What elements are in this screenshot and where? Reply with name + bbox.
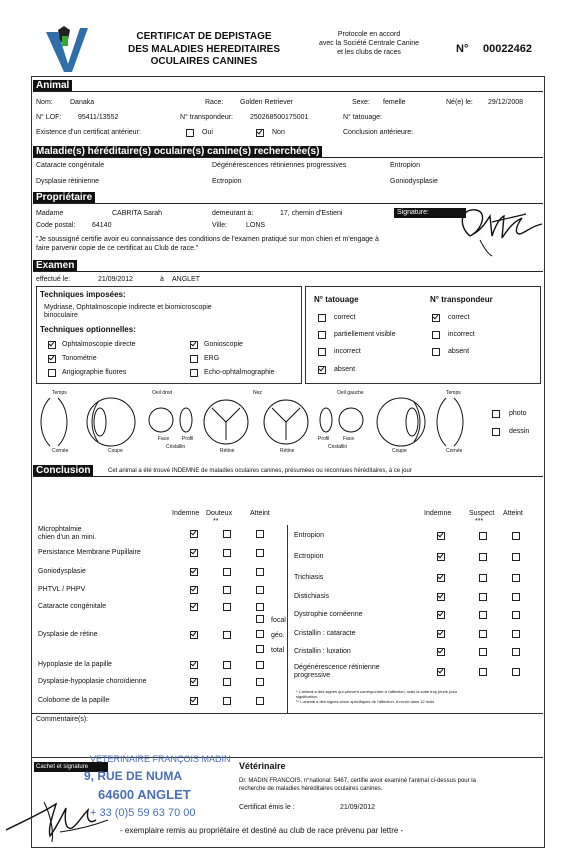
- footer-note: - exemplaire remis au propriétaire et destiné au club de race prévenu par lettre -: [120, 826, 404, 835]
- left-disease-checkbox[interactable]: [190, 530, 198, 538]
- animal-race: Golden Retriever: [240, 99, 293, 106]
- diag-top: Oeil droit: [152, 390, 173, 396]
- prior-conclusion-label: Conclusion antérieure:: [343, 129, 414, 136]
- transp-correct-checkbox[interactable]: [432, 314, 440, 322]
- left-disease-checkbox[interactable]: [190, 697, 198, 705]
- disease-item: Entropion: [390, 162, 420, 169]
- transp-opt: incorrect: [448, 331, 475, 338]
- left-disease-checkbox[interactable]: [223, 530, 231, 538]
- photo-checkbox[interactable]: [492, 410, 500, 418]
- right-disease-checkbox[interactable]: [512, 611, 520, 619]
- stamp-line4: + 33 (0)5 59 63 70 00: [90, 807, 196, 819]
- right-header: Suspect: [469, 510, 495, 517]
- vet-title: Vétérinaire: [239, 761, 286, 771]
- left-disease-label: Dysplasie de rétine: [38, 631, 98, 638]
- vet-signature: [4, 784, 114, 846]
- diag-bottom: Cornée: [52, 448, 69, 454]
- animal-born: 29/12/2008: [488, 99, 524, 106]
- right-disease-label: Entropion: [294, 532, 324, 539]
- left-disease-checkbox[interactable]: [256, 549, 264, 557]
- left-disease-checkbox[interactable]: [223, 697, 231, 705]
- left-disease-checkbox[interactable]: [190, 568, 198, 576]
- left-disease-checkbox[interactable]: [223, 586, 231, 594]
- left-disease-label: Cataracte congénitale: [38, 603, 107, 610]
- right-disease-checkbox[interactable]: [479, 553, 487, 561]
- section-diseases-label: Maladie(s) héréditaire(s) oculaire(s) canine(s) recherchée(s): [33, 146, 322, 157]
- opt-label: Angiographie fluores: [62, 369, 127, 376]
- right-disease-checkbox[interactable]: [512, 648, 520, 656]
- right-disease-label: Dystrophie cornéenne: [294, 611, 363, 618]
- left-header: Atteint: [250, 510, 270, 517]
- imposed-text-line1: Mydriase, Ophtalmoscopie indirecte et biomicroscopie: [44, 304, 212, 311]
- opt-echo-checkbox[interactable]: [190, 369, 198, 377]
- left-disease-label: PHTVL / PHPV: [38, 586, 86, 593]
- conclusion-note1b: signification.: [296, 694, 319, 699]
- opt-angiographie-checkbox[interactable]: [48, 369, 56, 377]
- right-header: Indemne: [424, 510, 452, 517]
- diag-bottom: Profil: [182, 436, 194, 442]
- diag-bottom: Rétine: [280, 448, 295, 454]
- prior-oui-label: Oui: [202, 129, 213, 136]
- exam-date: 21/09/2012: [98, 276, 134, 283]
- right-disease-checkbox[interactable]: [479, 668, 487, 676]
- name-label: Nom:: [36, 99, 53, 106]
- born-label: Né(e) le:: [446, 99, 473, 106]
- right-disease-checkbox[interactable]: [479, 648, 487, 656]
- right-disease-checkbox[interactable]: [512, 553, 520, 561]
- prior-non-label: Non: [272, 129, 285, 136]
- left-disease-checkbox[interactable]: [223, 568, 231, 576]
- opt-label: Gonioscopie: [204, 341, 243, 348]
- right-disease-checkbox[interactable]: [512, 532, 520, 540]
- prior-cert-label: Existence d'un certificat antérieur:: [36, 129, 141, 136]
- right-disease-checkbox[interactable]: [437, 553, 445, 561]
- left-header: Indemne: [172, 510, 200, 517]
- protocol-line2: avec la Société Centrale Canine: [318, 40, 419, 47]
- diag-bottom: Cristallin: [166, 444, 186, 450]
- right-disease-checkbox[interactable]: [437, 593, 445, 601]
- dessin-checkbox[interactable]: [492, 428, 500, 436]
- diag-bottom: Profil: [318, 436, 330, 442]
- issued-label: Certificat émis le :: [239, 804, 295, 811]
- protocol-line3: et les clubs de races: [337, 49, 401, 56]
- opt-gonioscopie-checkbox[interactable]: [190, 341, 198, 349]
- comments-divider: [31, 713, 543, 714]
- right-disease-checkbox[interactable]: [479, 574, 487, 582]
- opt-erg-checkbox[interactable]: [190, 355, 198, 363]
- exam-at: à: [160, 276, 164, 283]
- tattoo-opt: incorrect: [334, 348, 361, 355]
- tattoo-incorrect-checkbox[interactable]: [318, 348, 326, 356]
- right-disease-checkbox[interactable]: [437, 532, 445, 540]
- section-animal: [33, 80, 543, 92]
- right-disease-checkbox[interactable]: [437, 574, 445, 582]
- tattoo-correct-checkbox[interactable]: [318, 314, 326, 322]
- left-disease-checkbox[interactable]: [256, 568, 264, 576]
- stamp-line3: 64600 ANGLET: [98, 787, 191, 802]
- left-disease-checkbox[interactable]: [190, 549, 198, 557]
- conclusion-note2: ** L'animal a des signes sinon spécifiques de l'affection. A revoir dans 12 mois: [296, 699, 435, 704]
- tattoo-opt: absent: [334, 366, 356, 373]
- disease-item: Dysplasie rétinienne: [36, 178, 100, 185]
- transp-absent-checkbox[interactable]: [432, 348, 440, 356]
- protocol-line1: Protocole en accord: [337, 31, 401, 38]
- title-line3: OCULAIRES CANINES: [150, 56, 258, 67]
- stamp-label: Cachet et signature: [34, 762, 108, 772]
- right-disease-checkbox[interactable]: [479, 611, 487, 619]
- left-disease-label: Microphtalmie: [38, 526, 82, 533]
- left-stars: **: [213, 518, 219, 525]
- exam-place: ANGLET: [172, 276, 201, 283]
- left-disease-checkbox[interactable]: [223, 603, 231, 611]
- section-owner-label: Propriétaire: [33, 192, 95, 203]
- left-disease-checkbox[interactable]: [190, 631, 198, 639]
- left-disease-checkbox[interactable]: [256, 603, 264, 611]
- opt-label: ERG: [204, 355, 220, 362]
- owner-statement-line1: "Je soussigné certifie avoir eu connaissance des conditions de l'examen pratiqué sur mon chien et m'engage à: [36, 236, 379, 243]
- left-disease-label: Hypoplasie de la papille: [38, 661, 112, 668]
- tattoo-partial-checkbox[interactable]: [318, 331, 326, 339]
- transp-opt: absent: [448, 348, 470, 355]
- conclusion-sentence: Cet animal a été trouvé INDEMNE de maladies oculaires canines, présumées ou reconnues héréditaires, à ce jour: [108, 468, 412, 474]
- left-header: Douteux: [206, 510, 233, 517]
- title-line2: DES MALADIES HEREDITAIRES: [127, 44, 281, 55]
- disease-item: Ectropion: [212, 178, 242, 185]
- imposed-text-line2: binoculaire: [44, 312, 78, 319]
- eye-diagram: [36, 390, 476, 456]
- right-disease-label: Distichiasis: [294, 593, 330, 600]
- residing-label: demeurant à:: [212, 210, 254, 217]
- right-disease-checkbox[interactable]: [437, 611, 445, 619]
- section-exam: [33, 260, 543, 272]
- photo-label: photo: [509, 410, 527, 417]
- right-disease-label: Cristallin : cataracte: [294, 630, 356, 637]
- owner-civility: Madame: [36, 210, 64, 217]
- left-disease-label: Colobome de la papille: [38, 697, 110, 704]
- stamp-line2: 9, RUE DE NUMA: [84, 769, 183, 783]
- tattoo-opt: partiellement visible: [334, 331, 396, 338]
- right-header: Atteint: [503, 510, 523, 517]
- signature-label: Signature:: [394, 208, 466, 218]
- right-disease-label: Dégénérescence rétinienne progressive: [294, 664, 380, 679]
- diag-bottom: Face: [343, 436, 355, 442]
- race-label: Race:: [205, 99, 224, 106]
- left-disease-checkbox[interactable]: [256, 661, 264, 669]
- section-exam-label: Examen: [33, 260, 77, 271]
- transp-opt: correct: [448, 314, 470, 321]
- left-disease-label: Persistance Membrane Pupillaire: [38, 549, 141, 556]
- right-disease-label: Cristallin : luxation: [294, 648, 351, 655]
- animal-transponder: 250268500175001: [250, 114, 309, 121]
- diag-bottom: Rétine: [220, 448, 235, 454]
- dysplasia-opt: géo.: [271, 632, 285, 639]
- diag-bottom: Cristallin: [328, 444, 348, 450]
- sex-label: Sexe:: [352, 99, 370, 106]
- right-disease-checkbox[interactable]: [437, 668, 445, 676]
- left-disease-checkbox[interactable]: [223, 661, 231, 669]
- postal-label: Code postal:: [36, 222, 76, 229]
- left-disease-sublabel: chien d'un an mini.: [38, 534, 97, 541]
- exam-done-label: effectué le:: [36, 276, 71, 283]
- diag-top: Nez: [253, 390, 262, 396]
- diag-bottom: Coupe: [392, 448, 407, 454]
- left-disease-checkbox[interactable]: [256, 678, 264, 686]
- owner-statement-line2: faire parvenir copie de ce certificat au Club de race.": [36, 245, 199, 252]
- left-disease-checkbox[interactable]: [190, 603, 198, 611]
- animal-name: Danaka: [70, 99, 95, 106]
- diag-top: Temps: [52, 390, 67, 396]
- issued-date: 21/09/2012: [340, 804, 376, 811]
- animal-lof: 95411/13552: [78, 114, 119, 121]
- dysplasia-type-checkbox[interactable]: [256, 630, 264, 638]
- diag-bottom: Coupe: [108, 448, 123, 454]
- left-disease-label: Dysplasie-hypoplasie choroïdienne: [38, 678, 147, 685]
- disease-item: Goniodysplasie: [390, 178, 438, 185]
- right-disease-checkbox[interactable]: [437, 648, 445, 656]
- conclusion-note1: * L'animal a des signes qui peuvent correspondre à l'affection, mais la suite trop jeune pour: [296, 689, 458, 694]
- opt-label: Echo-ophtalmographie: [204, 369, 275, 376]
- right-disease-checkbox[interactable]: [479, 532, 487, 540]
- opt-tonometrie-checkbox[interactable]: [48, 355, 56, 363]
- right-stars: ***: [475, 518, 484, 525]
- opt-label: Tonométrie: [62, 355, 97, 362]
- diag-bottom: Face: [158, 436, 170, 442]
- vet-line2: recherche de maladies héréditaires oculaires canines.: [239, 786, 383, 792]
- prior-oui-checkbox[interactable]: [186, 129, 194, 137]
- right-disease-checkbox[interactable]: [512, 574, 520, 582]
- owner-city: LONS: [246, 222, 266, 229]
- left-disease-checkbox[interactable]: [256, 697, 264, 705]
- prior-non-checkbox[interactable]: [256, 129, 264, 137]
- comments-label: Commentaire(s):: [36, 716, 89, 723]
- right-disease-checkbox[interactable]: [479, 630, 487, 638]
- tattoo-absent-checkbox[interactable]: [318, 366, 326, 374]
- owner-name: CABRITA Sarah: [112, 210, 163, 217]
- left-disease-checkbox[interactable]: [190, 661, 198, 669]
- right-disease-label: Ectropion: [294, 553, 324, 560]
- diag-top: Temps: [446, 390, 461, 396]
- opt-label: Ophtalmoscopie directe: [62, 341, 136, 348]
- transp-title: N° transpondeur: [430, 295, 493, 304]
- right-disease-checkbox[interactable]: [479, 593, 487, 601]
- left-disease-label: Goniodysplasie: [38, 568, 86, 575]
- transp-incorrect-checkbox[interactable]: [432, 331, 440, 339]
- imposed-title: Techniques imposées:: [40, 290, 126, 299]
- number-label: N°: [456, 43, 469, 55]
- right-disease-checkbox[interactable]: [437, 630, 445, 638]
- title-line1: CERTIFICAT DE DEPISTAGE: [136, 31, 272, 42]
- city-label: Ville:: [212, 222, 228, 229]
- owner-postal: 64140: [92, 222, 112, 229]
- disease-item: Cataracte congénitale: [36, 162, 105, 169]
- right-disease-label: Trichiasis: [294, 574, 324, 581]
- section-animal-label: Animal: [33, 80, 72, 91]
- animal-sex: femelle: [383, 99, 406, 106]
- left-disease-checkbox[interactable]: [223, 631, 231, 639]
- right-disease-checkbox[interactable]: [512, 668, 520, 676]
- left-disease-checkbox[interactable]: [190, 586, 198, 594]
- left-disease-checkbox[interactable]: [256, 530, 264, 538]
- left-disease-checkbox[interactable]: [190, 678, 198, 686]
- tattoo-title: N° tatouage: [314, 295, 359, 304]
- conclusion-divider: [287, 525, 288, 713]
- dysplasia-type-checkbox[interactable]: [256, 645, 264, 653]
- owner-address: 17, chemin d'Estieni: [280, 210, 343, 217]
- left-disease-checkbox[interactable]: [223, 549, 231, 557]
- dessin-label: dessin: [509, 428, 530, 435]
- tattoo-label: N° tatouage:: [343, 114, 382, 121]
- diag-bottom: Cornée: [446, 448, 463, 454]
- opt-ophtalmoscopie-checkbox[interactable]: [48, 341, 56, 349]
- left-disease-checkbox[interactable]: [223, 678, 231, 686]
- lof-label: N° LOF:: [36, 114, 62, 121]
- section-conclusion-label: Conclusion: [33, 465, 93, 476]
- diag-top: Oeil gauche: [337, 390, 364, 396]
- left-disease-checkbox[interactable]: [256, 586, 264, 594]
- right-disease-checkbox[interactable]: [512, 630, 520, 638]
- right-disease-checkbox[interactable]: [512, 593, 520, 601]
- transponder-label: N° transpondeur:: [180, 114, 233, 121]
- dysplasia-opt: focal: [271, 617, 286, 624]
- logo: [44, 24, 90, 74]
- vet-line1: Dr. MADIN FRANCOIS, n°national: 5467, certifie avoir examiné l'animal ci-dessus pour la: [239, 778, 476, 784]
- stamp-line1: VETERINAIRE FRANÇOIS MADIN: [90, 754, 231, 764]
- certificate-number: 00022462: [483, 43, 532, 55]
- dysplasia-type-checkbox[interactable]: [256, 615, 264, 623]
- dysplasia-opt: total: [271, 647, 285, 654]
- disease-item: Dégénérescences rétiniennes progressives: [212, 162, 347, 169]
- tattoo-opt: correct: [334, 314, 356, 321]
- optional-title: Techniques optionnelles:: [40, 325, 136, 334]
- section-diseases: [33, 146, 543, 158]
- owner-signature: [430, 196, 550, 258]
